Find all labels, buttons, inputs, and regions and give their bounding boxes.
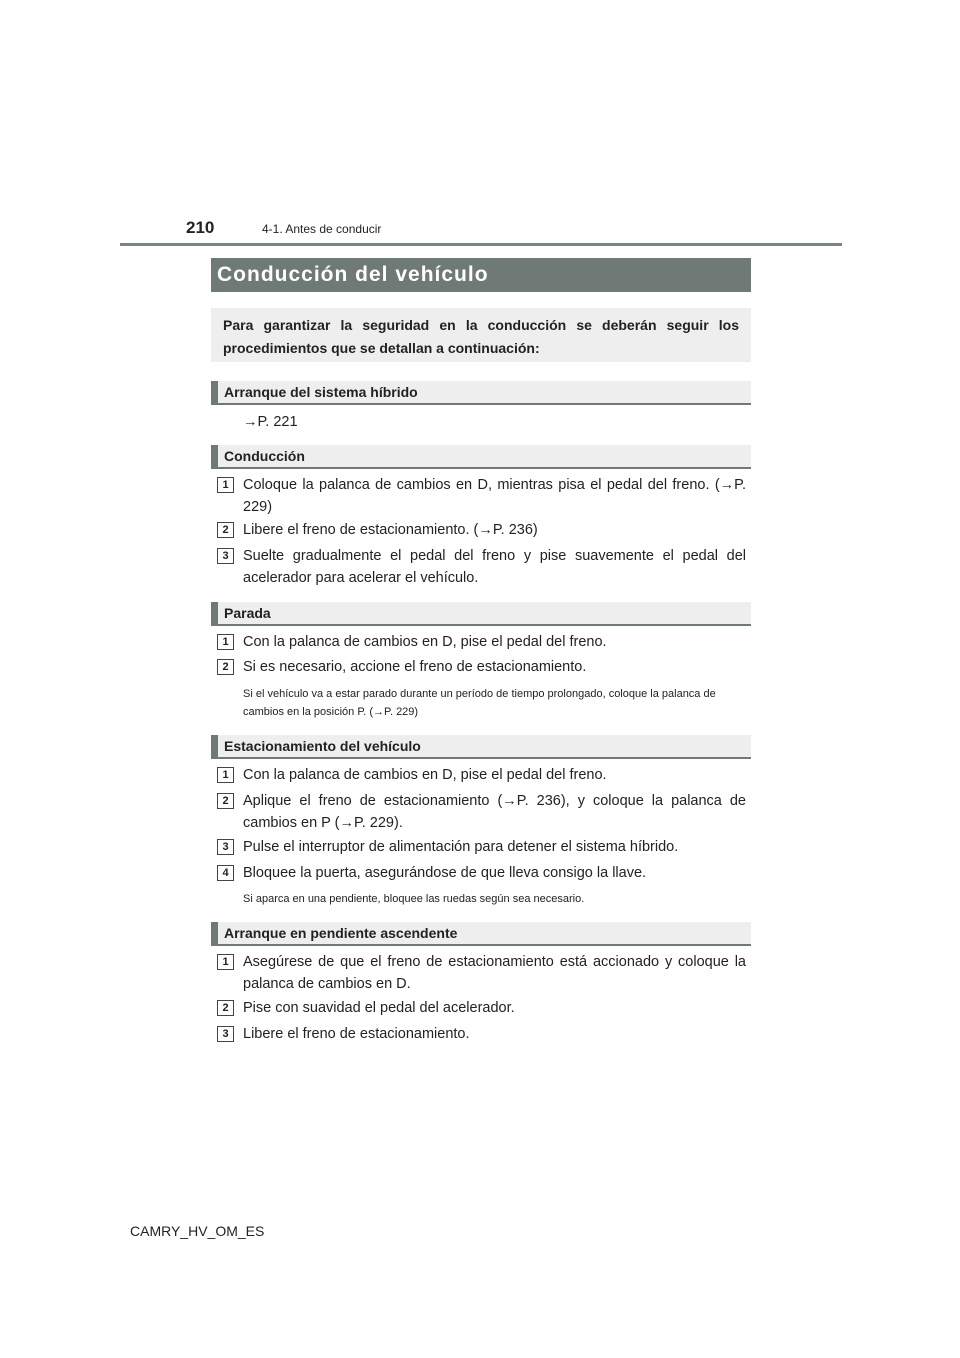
section-heading-arranque: Arranque del sistema híbrido [211, 381, 751, 405]
step-text: Aplique el freno de estacionamiento (→P. 236), y coloque la palanca de cambios en P (→P. 229). [243, 793, 746, 831]
step-text: Bloquee la puerta, asegurándose de que lleva consigo la llave. [243, 865, 647, 881]
section-heading-estacionamiento: Estacionamiento del vehículo [211, 735, 751, 759]
section-heading-pendiente: Arranque en pendiente ascendente [211, 922, 751, 946]
page-reference: →P. 221 [243, 414, 298, 430]
step-text: Si es necesario, accione el freno de estacionamiento. [243, 659, 587, 675]
section-heading-parada: Parada [211, 602, 751, 626]
step-text: Con la palanca de cambios en D, pise el pedal del freno. [243, 634, 607, 650]
step-number: 1 [217, 477, 234, 493]
step-text: Libere el freno de estacionamiento. [243, 1026, 470, 1042]
step-number: 2 [217, 793, 234, 809]
step-number: 2 [217, 1000, 234, 1016]
step-text: Coloque la palanca de cambios en D, mientras pisa el pedal del freno. (→P. 229) [243, 477, 746, 515]
step-number: 3 [217, 548, 234, 564]
section-heading-conduccion: Conducción [211, 445, 751, 469]
step-number: 1 [217, 767, 234, 783]
page-title: Conducción del vehículo [211, 258, 751, 292]
page-number: 210 [186, 218, 215, 237]
document-code: CAMRY_HV_OM_ES [130, 1223, 265, 1239]
step-text: Pulse el interruptor de alimentación para detener el sistema híbrido. [243, 839, 679, 855]
step-text: Suelte gradualmente el pedal del freno y pise suavemente el pedal del acelerador para acelerar el vehículo. [243, 548, 746, 586]
header-rule [120, 243, 842, 246]
step-number: 1 [217, 634, 234, 650]
step-text: Libere el freno de estacionamiento. (→P. 236) [243, 522, 538, 538]
step-number: 1 [217, 954, 234, 970]
section-note: Si aparca en una pendiente, bloquee las ruedas según sea necesario. [243, 893, 585, 905]
section-path: 4-1. Antes de conducir [262, 222, 382, 236]
step-number: 3 [217, 839, 234, 855]
step-text: Con la palanca de cambios en D, pise el pedal del freno. [243, 767, 607, 783]
step-number: 3 [217, 1026, 234, 1042]
intro-box: Para garantizar la seguridad en la conducción se deberán seguir los procedimientos que se detallan a continuación: [211, 308, 751, 362]
step-number: 2 [217, 522, 234, 538]
step-text: Pise con suavidad el pedal del acelerador. [243, 1000, 515, 1016]
section-note: Si el vehículo va a estar parado durante un período de tiempo prolongado, coloque la palanca de cambios en la posición P. (→P. 229) [243, 688, 716, 718]
step-number: 2 [217, 659, 234, 675]
step-number: 4 [217, 865, 234, 881]
step-text: Asegúrese de que el freno de estacionamiento está accionado y coloque la palanca de cambios en D. [243, 954, 746, 992]
